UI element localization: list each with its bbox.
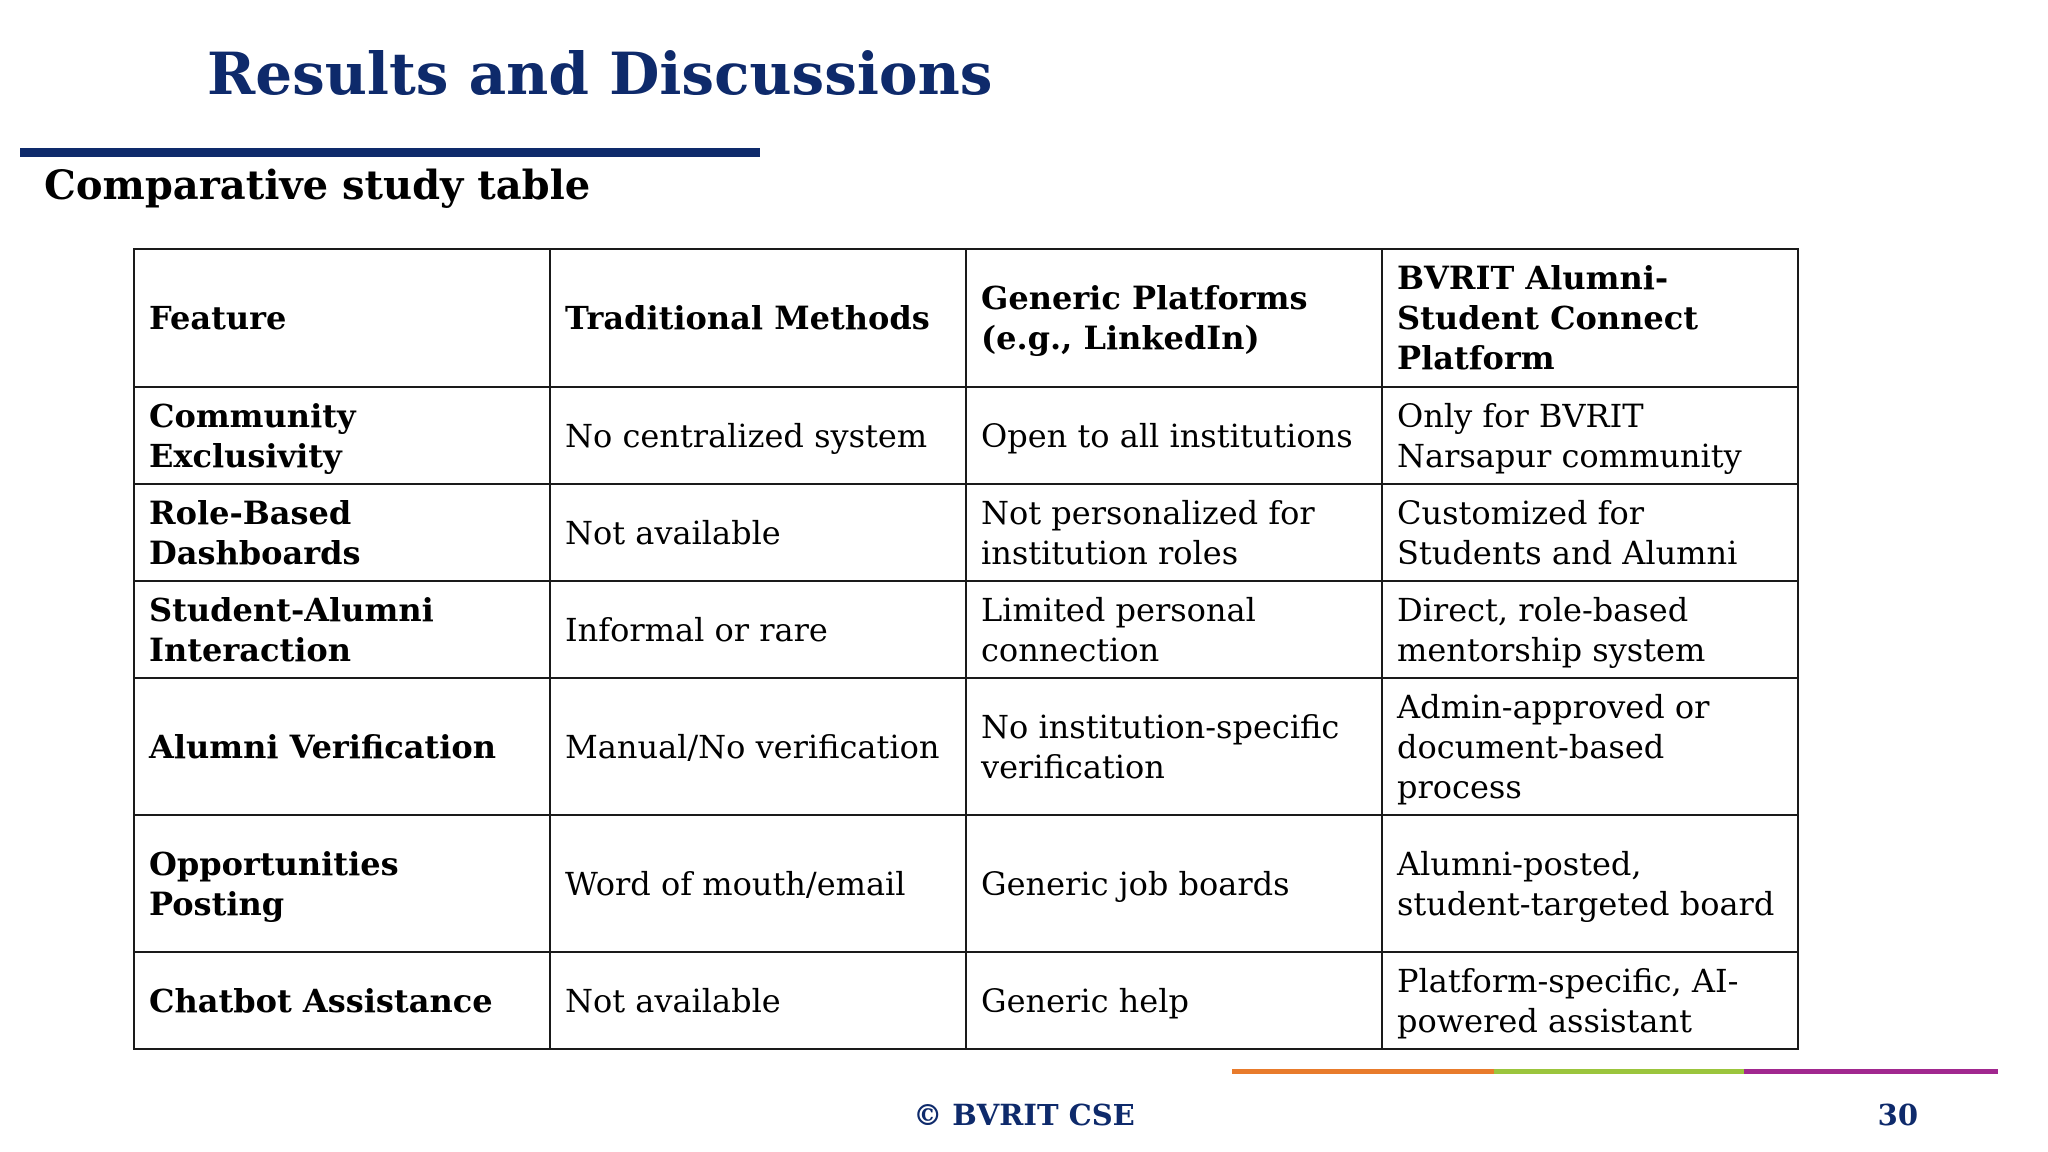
table-row	[134, 484, 1798, 581]
traditional-cell: Manual/No verification	[550, 678, 966, 815]
table-row	[134, 815, 1798, 952]
header-feature: Feature	[134, 249, 550, 387]
accent-bar-green	[1494, 1069, 1744, 1074]
comparison-table	[133, 248, 1799, 1050]
bvrit-cell: Admin-approved or document-based process	[1382, 678, 1798, 815]
traditional-cell: Informal or rare	[550, 581, 966, 678]
table-row	[134, 952, 1798, 1049]
bvrit-cell: Platform-specific, AI-powered assistant	[1382, 952, 1798, 1049]
bvrit-cell: Alumni-posted, student-targeted board	[1382, 815, 1798, 952]
generic-cell: Limited personal connection	[966, 581, 1382, 678]
section-subtitle: Comparative study table	[44, 162, 591, 209]
generic-cell: No institution-specific verification	[966, 678, 1382, 815]
slide-title: Results and Discussions	[207, 40, 993, 108]
bvrit-cell: Only for BVRIT Narsapur community	[1382, 387, 1798, 484]
header-generic-platforms: Generic Platforms (e.g., LinkedIn)	[966, 249, 1382, 387]
feature-cell: Student-Alumni Interaction	[134, 581, 550, 678]
table-row	[134, 581, 1798, 678]
title-underline	[20, 148, 760, 157]
bvrit-cell: Direct, role-based mentorship system	[1382, 581, 1798, 678]
table-row	[134, 387, 1798, 484]
bvrit-cell: Customized for Students and Alumni	[1382, 484, 1798, 581]
generic-cell: Not personalized for institution roles	[966, 484, 1382, 581]
traditional-cell: Word of mouth/email	[550, 815, 966, 952]
table-row	[134, 678, 1798, 815]
table-header-row	[134, 249, 1798, 387]
header-bvrit-platform: BVRIT Alumni-Student Connect Platform	[1382, 249, 1798, 387]
feature-cell: Opportunities Posting	[134, 815, 550, 952]
traditional-cell: Not available	[550, 952, 966, 1049]
feature-cell: Alumni Verification	[134, 678, 550, 815]
generic-cell: Generic job boards	[966, 815, 1382, 952]
accent-bar-orange	[1232, 1069, 1494, 1074]
footer-copyright: © BVRIT CSE	[913, 1098, 1135, 1132]
generic-cell: Open to all institutions	[966, 387, 1382, 484]
generic-cell: Generic help	[966, 952, 1382, 1049]
header-traditional-methods: Traditional Methods	[550, 249, 966, 387]
feature-cell: Role-Based Dashboards	[134, 484, 550, 581]
traditional-cell: No centralized system	[550, 387, 966, 484]
feature-cell: Community Exclusivity	[134, 387, 550, 484]
traditional-cell: Not available	[550, 484, 966, 581]
page-number: 30	[1877, 1098, 1918, 1132]
accent-bar-purple	[1744, 1069, 1998, 1074]
feature-cell: Chatbot Assistance	[134, 952, 550, 1049]
